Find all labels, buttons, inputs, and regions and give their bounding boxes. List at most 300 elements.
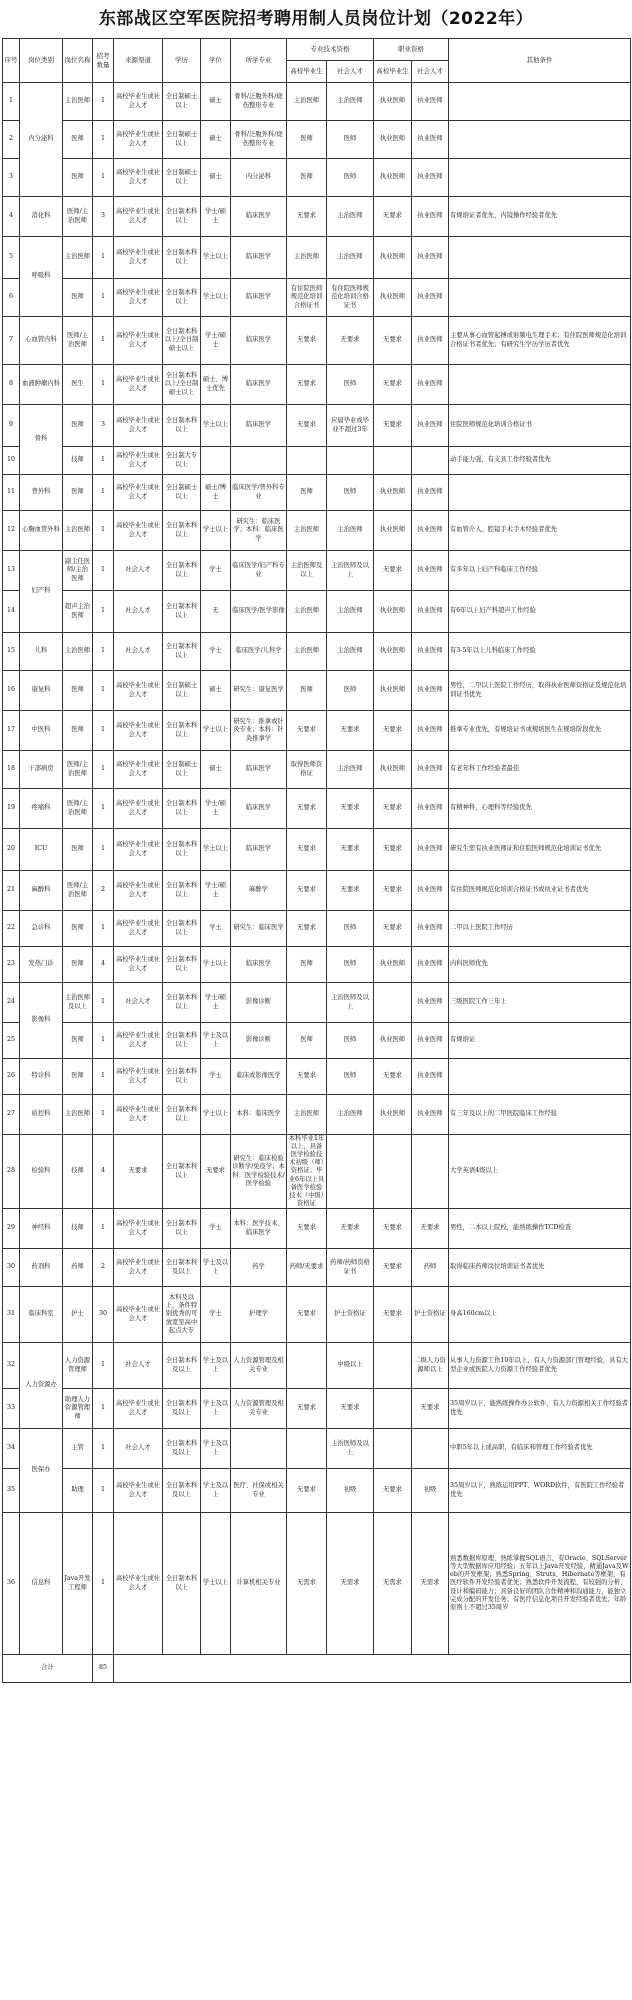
cell-education: 全日制本科以上 [163, 633, 201, 671]
cell-education: 全日制本科以上 [163, 551, 201, 591]
cell-major: 骨科/泛腹外科/烧伤整形专业 [231, 83, 287, 121]
header-source: 来源渠道 [114, 39, 163, 83]
cell-qual-social: 主治医师 [327, 197, 374, 237]
cell-degree: 学士/硕士 [201, 983, 231, 1023]
cell-degree: 学士 [201, 911, 231, 947]
table-row [3, 1389, 631, 1429]
cell-qual-graduate [287, 447, 327, 475]
header-major: 所学专业 [231, 39, 287, 83]
cell-qual-social: 医师 [327, 159, 374, 197]
cell-degree: 学士以上 [201, 947, 231, 983]
cell-post-name: 医师/主治医师 [63, 317, 93, 365]
cell-qual-social: 无要求 [327, 871, 374, 911]
cell-degree: 硕士 [201, 751, 231, 789]
table-row [3, 447, 631, 475]
cell-degree: 学士/硕士 [201, 871, 231, 911]
cell-cert-social: 药师 [412, 1249, 449, 1287]
cell-cert-social: 执业医师 [412, 365, 449, 405]
table-row [3, 671, 631, 711]
cell-education: 全日制本科以上 [163, 789, 201, 829]
cell-source: 高校毕业生或社会人才 [114, 1249, 163, 1287]
cell-education: 全日制本科及以上 [163, 1389, 201, 1429]
cell-source: 社会人才 [114, 633, 163, 671]
cell-major: 临床医学/医学影像 [231, 591, 287, 633]
total-count: 85 [93, 1655, 114, 1683]
cell-cert-social: 执业医师 [412, 591, 449, 633]
cell-seq: 24 [3, 983, 20, 1023]
cell-education: 全日制本科以上 [163, 911, 201, 947]
cell-source: 高校毕业生或社会人才 [114, 237, 163, 279]
table-body [3, 83, 631, 1655]
cell-cert-graduate: 无要求 [374, 405, 412, 447]
cell-qual-graduate: 无要求 [287, 911, 327, 947]
cell-category: 内分泌科 [20, 83, 63, 197]
cell-count: 1 [93, 159, 114, 197]
cell-degree: 硕士 [201, 159, 231, 197]
cell-category: 疼痛科 [20, 789, 63, 829]
cell-cert-graduate: 执业医师 [374, 1023, 412, 1059]
cell-qual-graduate [287, 1343, 327, 1389]
cell-source: 社会人才 [114, 551, 163, 591]
cell-education: 全日制本科以上/全日制硕士以上 [163, 365, 201, 405]
cell-seq: 10 [3, 447, 20, 475]
cell-major: 临床医学 [231, 237, 287, 279]
cell-source: 社会人才 [114, 1429, 163, 1469]
cell-category: 普外科 [20, 475, 63, 511]
cell-major [231, 447, 287, 475]
cell-category: 质控科 [20, 1095, 63, 1135]
table-row [3, 405, 631, 447]
cell-qual-social: 主治医师及以上 [327, 983, 374, 1023]
cell-source: 高校毕业生或社会人才 [114, 317, 163, 365]
cell-post-name: 超声主治医师 [63, 591, 93, 633]
cell-other: 三级医院工作三年上 [449, 983, 631, 1023]
cell-qual-social: 无要求 [327, 317, 374, 365]
cell-source: 社会人才 [114, 591, 163, 633]
table-row [3, 1135, 631, 1209]
cell-cert-social: 护士资格证 [412, 1287, 449, 1343]
cell-seq: 32 [3, 1343, 20, 1389]
cell-qual-social: 无要求 [327, 1389, 374, 1429]
table-row [3, 279, 631, 317]
cell-category: 医保办 [20, 1429, 63, 1513]
cell-source: 高校毕业生或社会人才 [114, 159, 163, 197]
cell-other: 住院医师规范化培训合格证书 [449, 405, 631, 447]
cell-other [449, 475, 631, 511]
table-row [3, 911, 631, 947]
cell-cert-social: 执业医师 [412, 829, 449, 871]
cell-degree: 无 [201, 591, 231, 633]
cell-degree: 硕士、博士优先 [201, 365, 231, 405]
cell-seq: 20 [3, 829, 20, 871]
cell-post-name: 医师/主治医师 [63, 751, 93, 789]
cell-qual-graduate: 医师 [287, 1023, 327, 1059]
cell-source: 高校毕业生或社会人才 [114, 947, 163, 983]
cell-source: 高校毕业生或社会人才 [114, 789, 163, 829]
cell-major: 内分泌科 [231, 159, 287, 197]
header-qual-graduate: 高校毕业生 [287, 61, 327, 83]
cell-qual-graduate: 无要求 [287, 711, 327, 751]
cell-education: 全日制本科及以上 [163, 1469, 201, 1513]
cell-other [449, 121, 631, 159]
cell-count: 1 [93, 83, 114, 121]
cell-source: 高校毕业生或社会人才 [114, 121, 163, 159]
cell-cert-social: 执业医师 [412, 911, 449, 947]
cell-qual-social: 无要求 [327, 829, 374, 871]
cell-degree: 硕士/博士 [201, 475, 231, 511]
cell-qual-graduate: 主治医师及以上 [287, 551, 327, 591]
cell-major: 临床医学 [231, 405, 287, 447]
cell-education: 全日制本科以上/全日制硕士以上 [163, 317, 201, 365]
cell-qual-social: 主治医师 [327, 83, 374, 121]
cell-other: 有多年以上妇产科临床工作经验 [449, 551, 631, 591]
total-blank [114, 1655, 631, 1683]
cell-qual-social: 医师 [327, 475, 374, 511]
cell-degree: 学士以上 [201, 711, 231, 751]
cell-cert-graduate: 执业医师 [374, 633, 412, 671]
cell-source: 高校毕业生或社会人才 [114, 475, 163, 511]
cell-education: 本科及以上，条件特别优秀的可放宽至高中起点大专 [163, 1287, 201, 1343]
cell-cert-graduate: 无要求 [374, 871, 412, 911]
cell-count: 1 [93, 1209, 114, 1249]
cell-seq: 26 [3, 1059, 20, 1095]
cell-qual-graduate: 药师/无要求 [287, 1249, 327, 1287]
cell-qual-graduate: 无要求 [287, 1209, 327, 1249]
cell-cert-social: 执业医师 [412, 751, 449, 789]
cell-count: 2 [93, 1249, 114, 1287]
cell-other [449, 279, 631, 317]
cell-count: 1 [93, 1059, 114, 1095]
cell-qual-social: 主治医师及以上 [327, 1429, 374, 1469]
cell-count: 1 [93, 911, 114, 947]
cell-cert-social: 二级人力资源师以上 [412, 1343, 449, 1389]
cell-seq: 9 [3, 405, 20, 447]
cell-education: 全日制本科以上 [163, 511, 201, 551]
cell-other: 男性，二本以上院校，能熟练操作TCD检查 [449, 1209, 631, 1249]
cell-cert-graduate: 无要求 [374, 911, 412, 947]
cell-qual-social: 主治医师及以上 [327, 551, 374, 591]
table-row [3, 237, 631, 279]
cell-source: 高校毕业生或社会人才 [114, 197, 163, 237]
table-row [3, 1023, 631, 1059]
cell-category: 骨科 [20, 405, 63, 475]
cell-degree: 学士及以上 [201, 1023, 231, 1059]
cell-degree: 学士及以上 [201, 1343, 231, 1389]
cell-cert-graduate: 执业医师 [374, 511, 412, 551]
cell-category: 临床科室 [20, 1287, 63, 1343]
cell-cert-graduate: 执业医师 [374, 121, 412, 159]
cell-post-name: 医师 [63, 475, 93, 511]
cell-seq: 15 [3, 633, 20, 671]
cell-qual-social [327, 1135, 374, 1209]
cell-count: 1 [93, 829, 114, 871]
cell-qual-graduate: 主治医师 [287, 83, 327, 121]
cell-source: 高校毕业生或社会人才 [114, 1513, 163, 1655]
table-row [3, 317, 631, 365]
cell-category: 儿科 [20, 633, 63, 671]
cell-seq: 23 [3, 947, 20, 983]
cell-other: 身高160cm以上 [449, 1287, 631, 1343]
cell-qual-social: 主治医师 [327, 591, 374, 633]
cell-degree: 学士以上 [201, 511, 231, 551]
cell-count: 1 [93, 983, 114, 1023]
cell-post-name: 医师 [63, 947, 93, 983]
cell-degree: 无要求 [201, 1135, 231, 1209]
cell-count: 1 [93, 633, 114, 671]
cell-category: 特诊科 [20, 1059, 63, 1095]
cell-seq: 19 [3, 789, 20, 829]
cell-education: 全日制本科以上 [163, 1209, 201, 1249]
cell-source: 高校毕业生或社会人才 [114, 1023, 163, 1059]
cell-seq: 12 [3, 511, 20, 551]
cell-degree: 硕士 [201, 83, 231, 121]
cell-degree: 学士及以上 [201, 1469, 231, 1513]
cell-seq: 35 [3, 1469, 20, 1513]
table-row [3, 751, 631, 789]
cell-post-name: 医师 [63, 911, 93, 947]
cell-cert-graduate: 无需求 [374, 1513, 412, 1655]
cell-major: 研究生：临床医学；本科：临床医学 [231, 511, 287, 551]
cell-source: 高校毕业生或社会人才 [114, 405, 163, 447]
cell-major: 临床医学 [231, 829, 287, 871]
cell-post-name: 医师/主治医师 [63, 197, 93, 237]
cell-other: 取得临床药师岗位培训证书者优先 [449, 1249, 631, 1287]
table-row [3, 1343, 631, 1389]
cell-qual-graduate: 医师 [287, 121, 327, 159]
cell-category: 药剂科 [20, 1249, 63, 1287]
cell-cert-graduate: 执业医师 [374, 83, 412, 121]
cell-seq: 18 [3, 751, 20, 789]
cell-other: 二甲以上医院工作经历 [449, 911, 631, 947]
cell-seq: 5 [3, 237, 20, 279]
cell-post-name: 药师 [63, 1249, 93, 1287]
cell-qual-social: 主治医师 [327, 633, 374, 671]
cell-major: 麻醉学 [231, 871, 287, 911]
cell-seq: 21 [3, 871, 20, 911]
cell-qual-social: 主治医师 [327, 1095, 374, 1135]
cell-qual-graduate: 医师 [287, 475, 327, 511]
cell-seq: 1 [3, 83, 20, 121]
cell-qual-social: 医师 [327, 1023, 374, 1059]
cell-source: 社会人才 [114, 1343, 163, 1389]
header-count: 招考数量 [93, 39, 114, 83]
table-row [3, 121, 631, 159]
header-seq: 序号 [3, 39, 20, 83]
cell-seq: 16 [3, 671, 20, 711]
cell-cert-graduate: 执业医师 [374, 279, 412, 317]
cell-degree: 学士以上 [201, 1513, 231, 1655]
cell-qual-graduate: 医师 [287, 671, 327, 711]
cell-count: 1 [93, 1469, 114, 1513]
cell-qual-graduate: 无要求 [287, 197, 327, 237]
cell-post-name: 技师 [63, 1135, 93, 1209]
cell-post-name: 医生 [63, 365, 93, 405]
cell-seq: 34 [3, 1429, 20, 1469]
cell-seq: 14 [3, 591, 20, 633]
cell-education: 全日制硕士以上 [163, 83, 201, 121]
cell-seq: 33 [3, 1389, 20, 1429]
cell-qual-social: 无要求 [327, 1209, 374, 1249]
cell-cert-social: 执业医师 [412, 1095, 449, 1135]
cell-qual-graduate: 主治医师 [287, 591, 327, 633]
cell-post-name: Java开发工程师 [63, 1513, 93, 1655]
cell-cert-social [412, 1135, 449, 1209]
cell-count: 1 [93, 1429, 114, 1469]
cell-other: 35周岁以下，熟练运用PPT、WORD软件，有医院工作经验者优先 [449, 1469, 631, 1513]
cell-cert-graduate [374, 1429, 412, 1469]
cell-seq: 31 [3, 1287, 20, 1343]
cell-category: 信息科 [20, 1513, 63, 1655]
cell-cert-social: 执业医师 [412, 789, 449, 829]
cell-seq: 29 [3, 1209, 20, 1249]
cell-education: 全日制本科以上 [163, 1023, 201, 1059]
cell-qual-graduate: 本科毕业1年以上，具备医学检验技术初级（师）资格证；毕业6年以上具备医学检验技术（中级）资格证 [287, 1135, 327, 1209]
cell-education: 全日制本科以上 [163, 197, 201, 237]
cell-qual-graduate: 医师 [287, 947, 327, 983]
cell-post-name: 主治医师 [63, 511, 93, 551]
cell-degree: 学士/硕士 [201, 197, 231, 237]
cell-post-name: 主治医师 [63, 633, 93, 671]
cell-seq: 6 [3, 279, 20, 317]
cell-source: 高校毕业生或社会人才 [114, 1469, 163, 1513]
cell-source: 无要求 [114, 1135, 163, 1209]
cell-education: 全日制本科以上 [163, 983, 201, 1023]
cell-education: 全日制硕士以上 [163, 751, 201, 789]
cell-post-name: 技师 [63, 1209, 93, 1249]
table-row [3, 197, 631, 237]
cell-seq: 4 [3, 197, 20, 237]
cell-other: 有血管介入、腔镜手术手术经验者优先 [449, 511, 631, 551]
cell-qual-graduate: 无要求 [287, 1287, 327, 1343]
table-row [3, 1249, 631, 1287]
cell-major: 临床医学 [231, 789, 287, 829]
cell-degree: 学士 [201, 551, 231, 591]
cell-cert-graduate [374, 1343, 412, 1389]
cell-seq: 17 [3, 711, 20, 751]
cell-qual-social: 无要求 [327, 711, 374, 751]
cell-post-name: 副主任医师/主治医师 [63, 551, 93, 591]
cell-qual-graduate: 无要求 [287, 1059, 327, 1095]
cell-count: 1 [93, 447, 114, 475]
cell-degree [201, 447, 231, 475]
cell-cert-graduate: 无要求 [374, 789, 412, 829]
table-row [3, 789, 631, 829]
cell-category: 影像科 [20, 983, 63, 1059]
table-row [3, 511, 631, 551]
cell-other: 主要从事心血管起搏或射频电生理手术；有住院医师规范化培训合格证书者优先；有研究生学历学历者优先 [449, 317, 631, 365]
cell-count: 4 [93, 947, 114, 983]
cell-post-name: 主治医师 [63, 237, 93, 279]
cell-other: 有3-5年以上儿科临床工作经验 [449, 633, 631, 671]
cell-count: 4 [93, 1135, 114, 1209]
cell-category: ICU [20, 829, 63, 871]
cell-major: 研究生：康复医学 [231, 671, 287, 711]
cell-qual-graduate: 无要求 [287, 829, 327, 871]
cell-category: 血液肿瘤内科 [20, 365, 63, 405]
cell-other: 有住院医师规范化培训合格证书或执业证书者优先 [449, 871, 631, 911]
table-row [3, 633, 631, 671]
cell-source: 高校毕业生或社会人才 [114, 829, 163, 871]
cell-degree: 学士以上 [201, 1095, 231, 1135]
cell-cert-social [412, 1429, 449, 1469]
cell-education: 全日制硕士以上 [163, 159, 201, 197]
cell-cert-social: 执业医师 [412, 121, 449, 159]
cell-count: 1 [93, 751, 114, 789]
cell-seq: 7 [3, 317, 20, 365]
cell-cert-graduate: 执业医师 [374, 591, 412, 633]
cell-cert-social [412, 447, 449, 475]
cell-seq: 3 [3, 159, 20, 197]
table-row [3, 365, 631, 405]
cell-seq: 11 [3, 475, 20, 511]
cell-source: 高校毕业生或社会人才 [114, 511, 163, 551]
table-row [3, 551, 631, 591]
cell-post-name: 医师 [63, 1059, 93, 1095]
cell-category: 麻醉科 [20, 871, 63, 911]
table-row [3, 1059, 631, 1095]
cell-other [449, 83, 631, 121]
cell-education: 全日制本科以上 [163, 711, 201, 751]
cell-category: 消化科 [20, 197, 63, 237]
cell-other: 有三年及以上的二甲医院临床工作经验 [449, 1095, 631, 1135]
cell-category: 妇产科 [20, 551, 63, 633]
cell-category: 人力资源办 [20, 1343, 63, 1429]
cell-education: 全日制本科以上 [163, 279, 201, 317]
cell-count: 1 [93, 591, 114, 633]
cell-post-name: 人力资源管理师 [63, 1343, 93, 1389]
cell-source: 高校毕业生或社会人才 [114, 711, 163, 751]
cell-cert-social: 执业医师 [412, 475, 449, 511]
cell-degree: 学士及以上 [201, 1249, 231, 1287]
cell-major: 研究生：临床医学 [231, 911, 287, 947]
cell-count: 1 [93, 1389, 114, 1429]
cell-degree: 学士 [201, 1287, 231, 1343]
page-title: 东部战区空军医院招考聘用制人员岗位计划（2022年） [98, 9, 534, 29]
cell-cert-graduate: 无要求 [374, 711, 412, 751]
cell-post-name: 主治医师 [63, 83, 93, 121]
cell-category: 检验科 [20, 1135, 63, 1209]
cell-cert-graduate [374, 447, 412, 475]
cell-major: 临床医学/普外科专业 [231, 475, 287, 511]
cell-major: 人力资源管理及相关专业 [231, 1343, 287, 1389]
cell-count: 1 [93, 279, 114, 317]
cell-other: 中职5年以上或高职，有临床和管理工作经验者优先 [449, 1429, 631, 1469]
cell-count: 1 [93, 711, 114, 751]
cell-cert-social: 执业医师 [412, 405, 449, 447]
total-label: 合计 [3, 1655, 93, 1683]
cell-cert-social: 执业医师 [412, 197, 449, 237]
header-post-name: 岗位名称 [63, 39, 93, 83]
header-cert-social: 社会人才 [412, 61, 449, 83]
cell-post-name: 医师 [63, 121, 93, 159]
table-row [3, 711, 631, 751]
cell-source: 高校毕业生或社会人才 [114, 911, 163, 947]
cell-cert-social: 执业医师 [412, 551, 449, 591]
cell-education: 全日制本科以上 [163, 947, 201, 983]
cell-cert-social: 执业医师 [412, 871, 449, 911]
cell-other [449, 159, 631, 197]
header-degree: 学位 [201, 39, 231, 83]
cell-education: 全日制本科以上 [163, 1513, 201, 1655]
cell-other: 内科医师优先 [449, 947, 631, 983]
cell-cert-graduate: 执业医师 [374, 1095, 412, 1135]
cell-degree: 学士/硕士 [201, 317, 231, 365]
cell-post-name: 助理人力资源管理师 [63, 1389, 93, 1429]
cell-post-name: 医师/主治医师 [63, 871, 93, 911]
cell-education: 全日制本科及以上 [163, 1249, 201, 1287]
cell-cert-social: 执业医师 [412, 947, 449, 983]
cell-degree: 学士以上 [201, 829, 231, 871]
